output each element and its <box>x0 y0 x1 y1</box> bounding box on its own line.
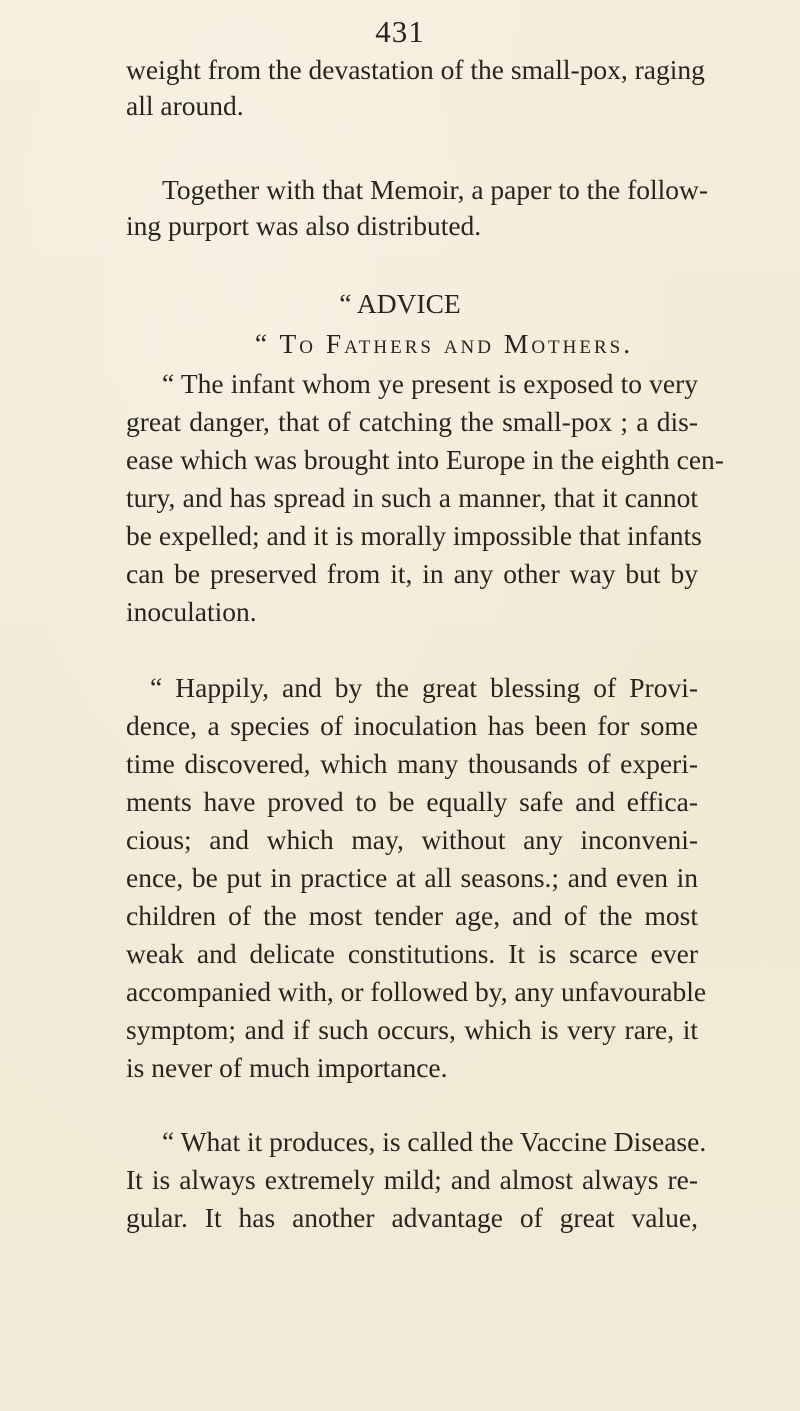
text-line: inoculation. <box>126 596 257 627</box>
page-number: 431 <box>375 14 425 49</box>
text-line: It is always extremely mild; and almost always re- <box>126 1164 698 1195</box>
text-line: ease which was brought into Europe in the eighth cen- <box>126 444 724 475</box>
text-line: ing purport was also distributed. <box>126 210 482 241</box>
text-line: great danger, that of catching the small-pox ; a dis- <box>126 406 698 437</box>
text-line: “ The infant whom ye present is exposed to very <box>162 368 698 399</box>
text-line: symptom; and if such occurs, which is very rare, it <box>126 1014 698 1045</box>
text-line: all around. <box>126 90 244 121</box>
text-line: accompanied with, or followed by, any unfavourable <box>126 976 707 1007</box>
text-line: “ Happily, and by the great blessing of Provi- <box>150 672 698 703</box>
text-line: weak and delicate constitutions. It is scarce ever <box>126 938 698 969</box>
text-line: children of the most tender age, and of the most <box>126 900 698 931</box>
text-line: ence, be put in practice at all seasons.; and even in <box>126 862 698 893</box>
text-line: is never of much importance. <box>126 1052 448 1083</box>
advice-subheading: “ To Fathers and Mothers. <box>254 328 634 359</box>
text-line: “ What it produces, is called the Vaccine Disease. <box>162 1126 707 1157</box>
text-line: can be preserved from it, in any other way but by <box>126 558 698 589</box>
text-line: be expelled; and it is morally impossible that infants <box>126 520 702 551</box>
text-line: tury, and has spread in such a manner, that it cannot <box>126 482 698 513</box>
text-line: ments have proved to be equally safe and effica- <box>126 786 698 817</box>
text-line: dence, a species of inoculation has been for some <box>126 710 698 741</box>
text-line: cious; and which may, without any inconveni- <box>126 824 698 855</box>
text-line: time discovered, which many thousands of experi- <box>126 748 698 779</box>
text-line: Together with that Memoir, a paper to the follow- <box>162 174 709 205</box>
advice-heading: “ ADVICE <box>339 288 461 319</box>
text-line: gular. It has another advantage of great value, <box>126 1202 698 1233</box>
text-line: weight from the devastation of the small-pox, raging <box>126 54 705 85</box>
